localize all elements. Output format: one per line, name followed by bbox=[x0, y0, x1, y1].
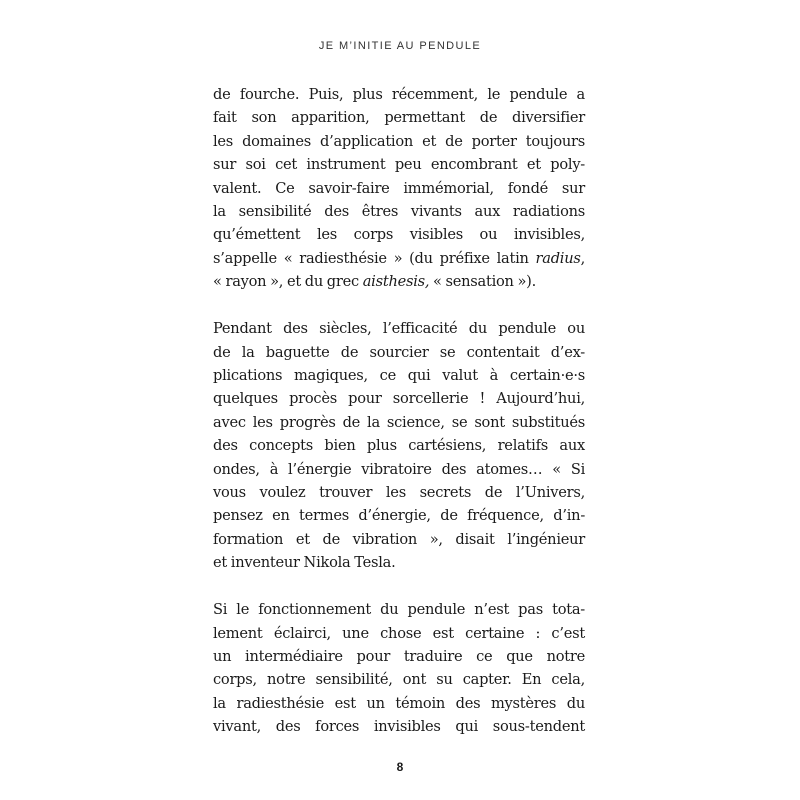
paragraph-2 bbox=[213, 317, 585, 574]
text-line: valent. Ce savoir-faire immémorial, fondé sur bbox=[213, 179, 585, 197]
text-line: quelques procès pour sorcellerie ! Aujourd’hui, bbox=[213, 390, 585, 408]
paragraph-3 bbox=[213, 598, 585, 738]
text-line: avec les progrès de la science, se sont substitués bbox=[213, 413, 585, 431]
text-line: des concepts bien plus cartésiens, relatifs aux bbox=[213, 437, 585, 455]
text-line bbox=[213, 247, 585, 270]
text-line: Si le fonctionnement du pendule n’est pas tota- bbox=[213, 601, 585, 619]
text-line: Pendant des siècles, l’efficacité du pendule ou bbox=[213, 320, 585, 338]
text-line: de la baguette de sourcier se contentait d’ex- bbox=[213, 343, 585, 361]
text-line: corps, notre sensibilité, ont su capter. En cela, bbox=[213, 671, 585, 689]
text-line: pensez en termes d’énergie, de fréquence, d’in- bbox=[213, 507, 585, 525]
paragraph-spacer bbox=[213, 575, 585, 599]
body-text bbox=[213, 83, 585, 739]
text-line: et inventeur Nikola Tesla. bbox=[213, 554, 396, 572]
text-line: fait son apparition, permettant de diversifier bbox=[213, 109, 585, 127]
text-line bbox=[213, 270, 585, 293]
text-segment: « sensation »). bbox=[429, 273, 537, 291]
text-segment: « rayon », et du grec bbox=[213, 273, 363, 291]
text-line: un intermédiaire pour traduire ce que notre bbox=[213, 647, 585, 665]
text-segment: s’appelle « radiesthésie » (du préfixe latin bbox=[213, 249, 536, 267]
text-line: la sensibilité des êtres vivants aux radiations bbox=[213, 203, 585, 221]
italic-term: radius bbox=[535, 249, 581, 267]
text-segment: , bbox=[580, 249, 585, 267]
text-line: formation et de vibration », disait l’ingénieur bbox=[213, 530, 585, 548]
page-number: 8 bbox=[396, 760, 404, 774]
paragraph-1 bbox=[213, 83, 585, 294]
text-line: lement éclairci, une chose est certaine : c’est bbox=[213, 624, 585, 642]
text-line: vous voulez trouver les secrets de l’Univers, bbox=[213, 484, 585, 501]
text-line: vivant, des forces invisibles qui sous-tendent bbox=[213, 718, 585, 736]
text-line: de fourche. Puis, plus récemment, le pendule a bbox=[213, 86, 585, 103]
text-line: ondes, à l’énergie vibratoire des atomes… « Si bbox=[213, 460, 585, 478]
text-line: plications magiques, ce qui valut à certain·e·s bbox=[213, 366, 585, 384]
italic-term: aisthesis, bbox=[362, 273, 430, 291]
text-line: les domaines d’application et de porter toujours bbox=[213, 132, 585, 150]
text-line: la radiesthésie est un témoin des mystères du bbox=[213, 694, 585, 712]
running-head: JE M’INITIE AU PENDULE bbox=[318, 40, 482, 52]
paragraph-spacer bbox=[213, 294, 585, 318]
text-line: sur soi cet instrument peu encombrant et poly- bbox=[213, 156, 585, 174]
text-line: qu’émettent les corps visibles ou invisibles, bbox=[213, 226, 585, 244]
